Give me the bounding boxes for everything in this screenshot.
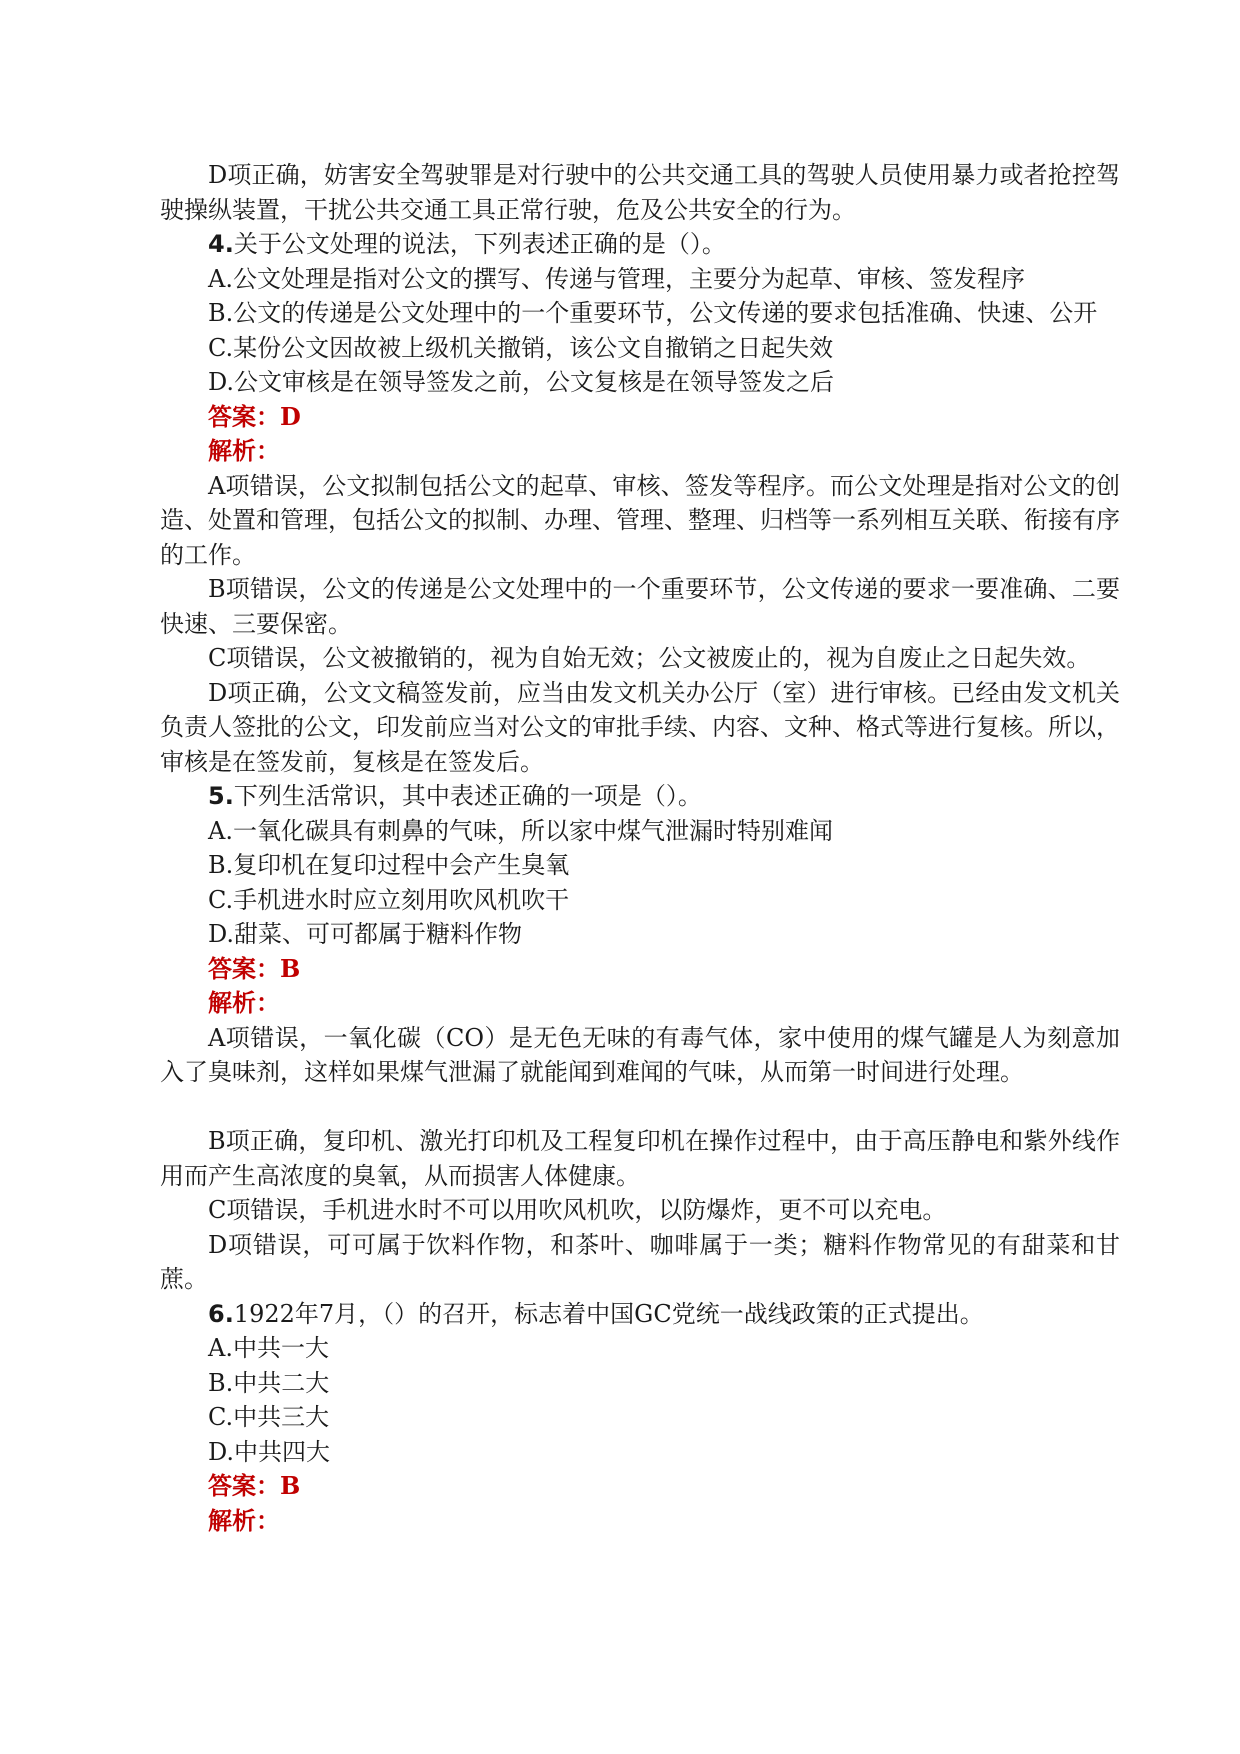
question-stem [160, 227, 1120, 262]
paragraph: C项错误，公文被撤销的，视为自始无效；公文被废止的，视为自废止之日起失效。 [208, 644, 1091, 672]
analysis-label: 解析： [208, 1505, 280, 1535]
question-text: 下列生活常识，其中表述正确的一项是（）。 [233, 782, 702, 810]
paragraph: A项错误，一氧化碳（CO）是无色无味的有毒气体，家中使用的煤气罐是人为刻意加入了臭味剂，这样如果煤气泄漏了就能闻到难闻的气味，从而第一时间进行处理。 [160, 1023, 1120, 1086]
paragraph: A.中共一大 [208, 1334, 329, 1362]
question-text: 1922年7月，（）的召开，标志着中国GC党统一战线政策的正式提出。 [233, 1299, 984, 1328]
paragraph: D.公文审核是在领导签发之前，公文复核是在领导签发之后 [208, 368, 835, 396]
answer-label: 答案：B [208, 953, 301, 983]
paragraph: C.某份公文因故被上级机关撤销，该公文自撤销之日起失效 [208, 333, 834, 362]
question-number: 5. [208, 782, 234, 810]
paragraph: A.一氧化碳具有刺鼻的气味，所以家中煤气泄漏时特别难闻 [208, 816, 833, 845]
paragraph: B.中共二大 [208, 1368, 330, 1397]
paragraph: B.复印机在复印过程中会产生臭氧 [208, 851, 570, 879]
question-stem [160, 1297, 1120, 1332]
question-number: 4. [208, 230, 234, 258]
analysis-label: 解析： [208, 436, 280, 465]
analysis-label: 解析： [208, 988, 280, 1017]
paragraph: D.甜菜、可可都属于糖料作物 [208, 920, 523, 948]
answer-label: 答案：D [208, 401, 301, 431]
answer-label: 答案：B [208, 1471, 301, 1500]
question-number: 6. [208, 1299, 234, 1328]
document-page [160, 158, 1120, 1538]
paragraph: B项错误，公文的传递是公文处理中的一个重要环节，公文传递的要求一要准确、二要快速、三要保密。 [160, 575, 1120, 638]
question-stem [160, 779, 1120, 814]
paragraph: C.中共三大 [208, 1403, 330, 1431]
paragraph: D项错误，可可属于饮料作物，和茶叶、咖啡属于一类；糖料作物常见的有甜菜和甘蔗。 [160, 1230, 1120, 1293]
question-text: 关于公文处理的说法，下列表述正确的是（）。 [233, 230, 726, 258]
paragraph: B项正确，复印机、激光打印机及工程复印机在操作过程中，由于高压静电和紫外线作用而产生高浓度的臭氧，从而损害人体健康。 [160, 1127, 1120, 1190]
paragraph: A.公文处理是指对公文的撰写、传递与管理，主要分为起草、审核、签发程序 [208, 264, 1025, 293]
paragraph: C.手机进水时应立刻用吹风机吹干 [208, 885, 570, 914]
paragraph: C项错误，手机进水时不可以用吹风机吹，以防爆炸，更不可以充电。 [208, 1196, 947, 1224]
paragraph: D.中共四大 [208, 1437, 331, 1466]
paragraph: A项错误，公文拟制包括公文的起草、审核、签发等程序。而公文处理是指对公文的创造、处置和管理，包括公文的拟制、办理、管理、整理、归档等一系列相互关联、衔接有序的工作。 [160, 471, 1120, 569]
paragraph: D项正确，公文文稿签发前，应当由发文机关办公厅（室）进行审核。已经由发文机关负责人签批的公文，印发前应当对公文的审批手续、内容、文种、格式等进行复核。所以，审核是在签发前，复核是在签发后。 [160, 678, 1120, 776]
paragraph: B.公文的传递是公文处理中的一个重要环节，公文传递的要求包括准确、快速、公开 [208, 299, 1098, 327]
blank-line [160, 1090, 1120, 1125]
paragraph: D项正确，妨害安全驾驶罪是对行驶中的公共交通工具的驾驶人员使用暴力或者抢控驾驶操纵装置，干扰公共交通工具正常行驶，危及公共安全的行为。 [160, 161, 1120, 224]
